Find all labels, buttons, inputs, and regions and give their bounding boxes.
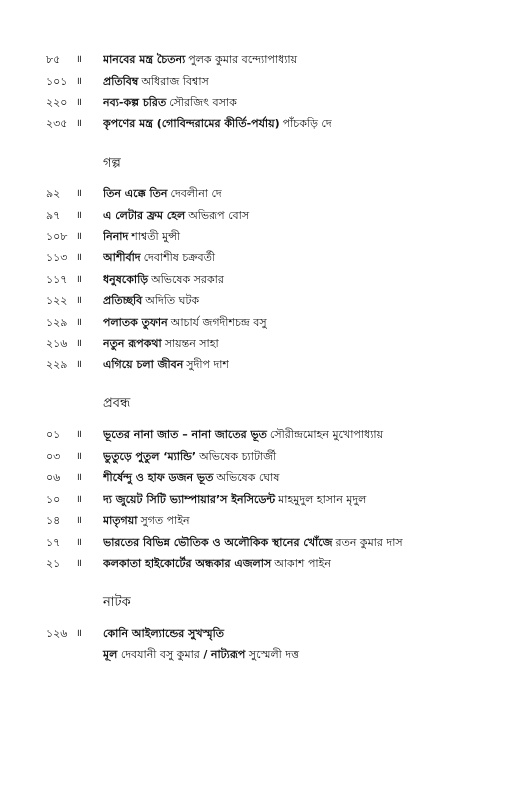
separator: ॥ (76, 451, 83, 462)
separator: ॥ (76, 558, 83, 569)
entry-title: ভূতের নানা জাত – নানা জাতের ভূত (103, 428, 267, 441)
entry-author: সৌরীন্দ্রমোহন মুখোপাধ্যায় (269, 428, 384, 441)
section-heading: গল্প (103, 156, 121, 171)
entry-author: অভিষেক সরকার (151, 273, 224, 286)
entry-author: অধিরাজ বিশ্বাস (141, 75, 209, 88)
list-item (0, 208, 518, 224)
entry-author: দেবলীনা দে (170, 187, 222, 200)
entry-title: আশীর্বাদ (103, 251, 141, 264)
separator: ॥ (76, 274, 83, 285)
entry-author: শাশ্বতী মুন্সী (131, 230, 181, 243)
list-item (0, 229, 518, 245)
page-number: ১০ (46, 493, 61, 506)
entry-title: কলকাতা হাইকোর্টের অন্ধকার এজলাস (103, 557, 272, 570)
separator: ॥ (76, 515, 83, 526)
separator: ॥ (76, 118, 83, 129)
page-number: ০৬ (46, 471, 61, 484)
separator: ॥ (76, 338, 83, 349)
list-item (0, 492, 518, 508)
separator: ॥ (76, 210, 83, 221)
separator: ॥ (76, 295, 83, 306)
separator: ॥ (76, 76, 83, 87)
entry-title: কৃপণের মন্ত্র (গোবিন্দরামের কীর্তি-পর্যায়) (103, 117, 280, 130)
entry-author: সায়ন্তন সাহা (164, 337, 219, 350)
page-number: ২২৯ (46, 358, 68, 371)
credit-slash: / (203, 648, 208, 661)
page-number: ২১ (46, 557, 61, 570)
list-item (0, 427, 518, 443)
entry-title: এগিয়ে চলা জীবন (103, 358, 184, 371)
entry-title: ধনুষকোড়ি (103, 273, 149, 286)
page-number: ১৭ (46, 536, 61, 549)
list-item (0, 250, 518, 266)
entry-author: অভিরূপ বোস (188, 209, 250, 222)
page-number: ২৩৫ (46, 117, 68, 130)
list-item (0, 74, 518, 90)
entry-author: অদিতি ঘটক (145, 294, 200, 307)
separator: ॥ (76, 628, 83, 639)
list-item (0, 116, 518, 132)
list-item (0, 357, 518, 373)
credit-label-original: মূল (103, 648, 118, 661)
separator: ॥ (76, 97, 83, 108)
separator: ॥ (76, 317, 83, 328)
separator: ॥ (76, 537, 83, 548)
section-heading: নাটক (103, 595, 131, 610)
entry-title: মানবের মন্ত্র চৈতন্য (103, 53, 186, 66)
list-item (0, 470, 518, 486)
separator: ॥ (76, 188, 83, 199)
entry-title: দ্য জুয়েট সিটি ভ্যাম্পায়ার’স ইনসিডেন্ট (103, 493, 276, 506)
entry-author: সুদীপ দাশ (186, 358, 229, 371)
entry-author: রতন কুমার দাস (335, 536, 403, 549)
entry-author: দেবাশীষ চক্রবর্তী (143, 251, 216, 264)
credit-name-adaptation: সুস্মেলী দত্ত (248, 648, 299, 661)
entry-title: ভারতের বিভিন্ন ভৌতিক ও অলৌকিক স্থানের খোঁজে (103, 536, 333, 549)
separator: ॥ (76, 359, 83, 370)
separator: ॥ (76, 429, 83, 440)
list-item (0, 535, 518, 551)
list-item (0, 626, 518, 642)
entry-author: পাঁচকড়ি দে (282, 117, 332, 130)
credit-label-adaptation: নাট্যরূপ (210, 648, 246, 661)
entry-title: নিনাদ (103, 230, 129, 243)
list-item (0, 52, 518, 68)
entry-title: কোনি আইল্যান্ডের সুখস্মৃতি (103, 627, 224, 640)
entry-title: এ লেটার ফ্রম হেল (103, 209, 186, 222)
list-item (0, 336, 518, 352)
page-number: ১৪ (46, 514, 61, 527)
page-number: ১০৮ (46, 230, 68, 243)
entry-title: প্রতিবিম্ব (103, 75, 139, 88)
entry-author: মাহমুদুল হাসান মৃদুল (278, 493, 367, 506)
entry-author: পুলক কুমার বন্দ্যোপাধ্যায় (188, 53, 298, 66)
page-number: ১০১ (46, 75, 68, 88)
entry-author: অভিষেক ঘোষ (216, 471, 280, 484)
page-number: ১২৬ (46, 627, 68, 640)
page-number: ২২০ (46, 96, 68, 109)
drama-credit-line (103, 647, 299, 663)
section-heading: প্রবন্ধ (103, 396, 131, 411)
separator: ॥ (76, 231, 83, 242)
page-number: ৯২ (46, 187, 61, 200)
entry-title: প্রতিচ্ছবি (103, 294, 143, 307)
entry-author: সুগত পাইন (140, 514, 190, 527)
list-item (0, 556, 518, 572)
entry-title: শীর্ষেন্দু ও হাফ ডজন ভূত (103, 471, 214, 484)
entry-title: নতুন রূপকথা (103, 337, 162, 350)
entry-title: তিন এক্কে তিন (103, 187, 168, 200)
entry-title: মাতৃগয়া (103, 514, 138, 527)
entry-author: আকাশ পাইন (274, 557, 331, 570)
entry-title: ভুতুড়ে পুতুল ‘ম্যান্ডি’ (103, 450, 197, 463)
page-number: ৮৫ (46, 53, 61, 66)
page-number: ১১৩ (46, 251, 68, 264)
list-item (0, 95, 518, 111)
list-item (0, 186, 518, 202)
separator: ॥ (76, 494, 83, 505)
separator: ॥ (76, 472, 83, 483)
page-number: ১২২ (46, 294, 68, 307)
entry-author: আচার্য জগদীশচন্দ্র বসু (170, 316, 267, 329)
separator: ॥ (76, 54, 83, 65)
list-item (0, 272, 518, 288)
list-item (0, 293, 518, 309)
separator: ॥ (76, 252, 83, 263)
list-item (0, 315, 518, 331)
entry-title: নব্য-কল্প চরিত (103, 96, 167, 109)
page-number: ১২৯ (46, 316, 68, 329)
list-item (0, 449, 518, 465)
page-number: ০১ (46, 428, 61, 441)
page-number: ৯৭ (46, 209, 61, 222)
entry-title: পলাতক তুফান (103, 316, 168, 329)
page-number: ১১৭ (46, 273, 68, 286)
credit-name-original: দেবযানী বসু কুমার (120, 648, 200, 661)
page-number: ২১৬ (46, 337, 68, 350)
list-item (0, 513, 518, 529)
page-number: ০৩ (46, 450, 61, 463)
entry-author: সৌরজিৎ বসাক (169, 96, 237, 109)
entry-author: অভিষেক চ্যাটার্জী (199, 450, 277, 463)
